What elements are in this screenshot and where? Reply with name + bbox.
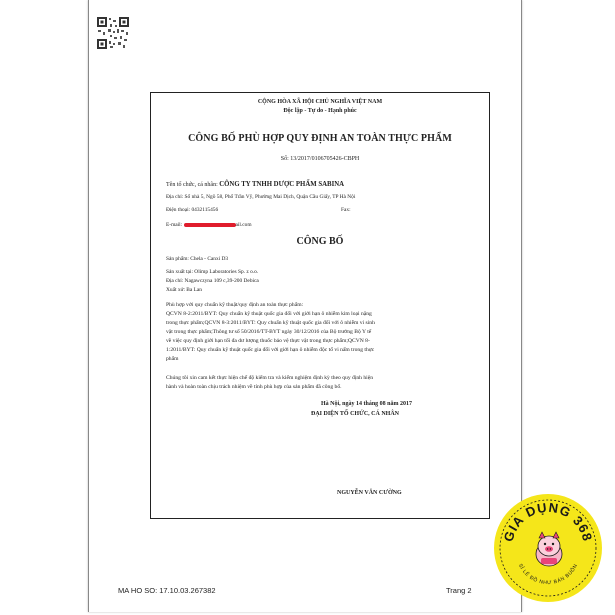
section-title: CÔNG BỐ bbox=[296, 236, 344, 247]
compliance-line: trong thực phẩm;QCVN 8-3:2011/BYT: Quy chuẩn kỹ thuật quốc gia đối với ô nhiễm vi sinh bbox=[166, 320, 375, 326]
org-email bbox=[166, 222, 252, 228]
pig-mascot-icon bbox=[536, 532, 562, 566]
org-name: CÔNG TY TNHH DƯỢC PHẨM SABINA bbox=[219, 181, 345, 188]
signing-date: Hà Nội, ngày 14 tháng 08 năm 2017 bbox=[321, 401, 413, 407]
badge-tagline-text: SỈ LẺ ĐỒ NHƯ BÁN BUÔN bbox=[516, 562, 580, 587]
redaction-mark bbox=[184, 223, 236, 227]
document-title: CÔNG BỐ PHÙ HỢP QUY ĐỊNH AN TOÀN THỰC PHẨM bbox=[188, 133, 452, 144]
brand-badge bbox=[492, 492, 604, 604]
file-code: MA HO SO: 17.10.03.267382 bbox=[118, 586, 216, 595]
page-number: Trang 2 bbox=[446, 586, 472, 595]
manufacturer-address: Địa chỉ: Nagawczyna 109 c,39-200 Debica bbox=[166, 278, 259, 284]
product-line: Sản phẩm: Chela - Canxi D3 bbox=[166, 256, 229, 262]
certificate-frame bbox=[150, 92, 490, 519]
qr-code bbox=[96, 16, 130, 50]
email-suffix: ail.com bbox=[235, 222, 252, 228]
representative-title: ĐẠI DIỆN TỔ CHỨC, CÁ NHÂN bbox=[311, 411, 400, 417]
badge-brand-text: GIA DỤNG 368 bbox=[500, 499, 596, 544]
national-title: CỘNG HÒA XÃ HỘI CHỦ NGHĨA VIỆT NAM bbox=[257, 99, 383, 105]
org-row bbox=[166, 181, 344, 188]
compliance-line: phẩm bbox=[166, 356, 179, 362]
signer-name: NGUYỄN VĂN CƯỜNG bbox=[337, 490, 402, 496]
compliance-line: vật trong thực phẩm;Thông tư số 50/2016/TT-BYT ngày 30/12/2016 của Bộ trưởng Bộ Y tế bbox=[166, 329, 372, 335]
org-label: Tên tổ chức, cá nhân: bbox=[166, 182, 218, 188]
manufacturer-line: Sản xuất tại: Olimp Laboratories Sp. z o.o. bbox=[166, 269, 259, 275]
commitment-line: hành và hoàn toàn chịu trách nhiệm về tính phù hợp của sản phẩm đã công bố. bbox=[166, 384, 342, 390]
national-motto: Độc lập - Tự do - Hạnh phúc bbox=[283, 108, 357, 114]
document-number: Số: 13/2017/0106705426-CBPH bbox=[280, 156, 360, 162]
org-fax: Fax: bbox=[341, 207, 351, 213]
compliance-line: Phù hợp với quy chuẩn kỹ thuật/quy định an toàn thực phẩm: bbox=[166, 302, 304, 308]
commitment-line: Chúng tôi xin cam kết thực hiện chế độ kiểm tra và kiểm nghiệm định kỳ theo quy định hiện bbox=[166, 375, 374, 381]
compliance-line: về việc quy định giới hạn tối đa dư lượng thuốc bảo vệ thực vật trong thực phẩm;QCVN 8- bbox=[166, 338, 370, 344]
org-phone: Điện thoại: 0432115456 bbox=[166, 207, 219, 213]
email-label: E-mail: bbox=[166, 222, 183, 228]
org-address: Địa chỉ: Số nhà 5, Ngõ 58, Phố Trần Vỹ, Phường Mai Dịch, Quận Cầu Giấy, TP Hà Nội bbox=[166, 194, 356, 200]
origin-line: Xuất xứ: Ba Lan bbox=[166, 287, 203, 293]
compliance-line: 1:2011/BYT: Quy chuẩn kỹ thuật quốc gia đối với giới hạn ô nhiễm độc tố vi nấm trong thực bbox=[166, 347, 375, 353]
compliance-line: QCVN 8-2:2011/BYT: Quy chuẩn kỹ thuật quốc gia đối với giới hạn ô nhiễm kim loại nặng bbox=[166, 311, 372, 317]
